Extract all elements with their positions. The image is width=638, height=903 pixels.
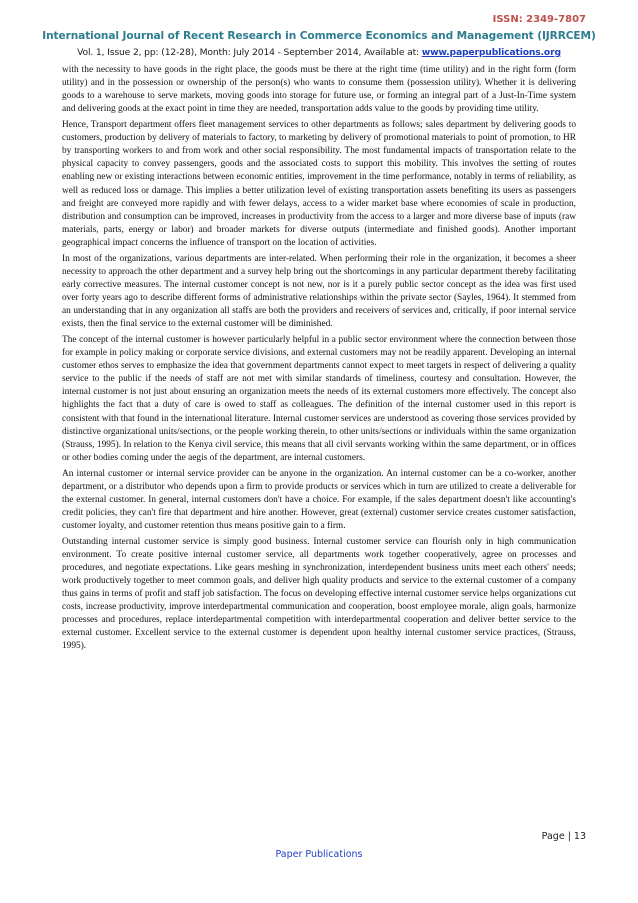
paragraph: The concept of the internal customer is however particularly helpful in a public sector environment where the connection between those for example in policy making or corporate service divisions, and external customers may not be readily apparent. Developing an internal customer ethos serves to emphasize the idea that government departments cannot expect to meet targets in respect of delivering a quality service to the public if the needs of staff are not met with similar standards of timeliness, courtesy and consultation. However, the internal customer is not just about ensuring an organization meets the needs of its external customers more effectively. The concept also highlights the fact that a duty of care is owed to staff as colleagues. The definition of the internal customer used in this report is consistent with that found in the international literature. Internal customer services are understood as covering those services provided by distinctive organizational units/sections, or the people working therein, to other units/sections or individuals within the same organization (Strauss, 1995). In relation to the Kenya civil service, this means that all civil servants working within the same department, or in offices or other bodies coming under the aegis of the department, are internal customers.: [62, 335, 576, 463]
volume-text: Vol. 1, Issue 2, pp: (12-28), Month: July 2014 - September 2014, Available at:: [77, 47, 422, 58]
paragraph: An internal customer or internal service provider can be anyone in the organization. An internal customer can be a co-worker, another department, or a distributor who depends upon a firm to provide products or services which in turn are utilized to create a deliverable for the external customer. In general, internal customers don't have a choice. For example, if the sales department doesn't like accounting's credit policies, they can't fire that department and hire another. However, great (external) customer service creates customer satisfaction, customer loyalty, and customer retention thus means positive gain to a firm.: [62, 468, 576, 531]
article-body: [62, 64, 576, 657]
paragraph: Hence, Transport department offers fleet management services to other departments as follows; sales department by delivering goods to customers, production by delivery of materials to factory, to marketing by delivery of promotional materials to point of promotion, to HR by transporting workers to and from work and other social responsibility. The most fundamental impacts of transportation relate to the physical capacity to convey passengers, goods and the associated costs to support this mobility. This involves the setting of routes enabling new or existing interactions between economic entities, improvement in the time performance, notably in terms of reliability, as well as reduced loss or damage. This implies a better utilization level of existing transportation assets benefiting its users as passengers and freight are conveyed more rapidly and with fewer delays, access to a wider market base where economies of scale in production, distribution and consumption can be improved, increases in productivity from the access to a larger and more diverse base of inputs (raw materials, parts, energy or labor) and broader markets for diverse outputs (intermediate and finished goods). Another important geographical impact concerns the influence of transport on the location of activities.: [62, 120, 576, 248]
website-link[interactable]: www.paperpublications.org: [421, 47, 561, 58]
volume-line: [0, 47, 638, 58]
page-number: Page | 13: [541, 831, 586, 842]
issn-label: ISSN: 2349-7807: [492, 14, 586, 25]
paragraph: In most of the organizations, various departments are inter-related. When performing their role in the organization, it becomes a sheer necessity to approach the other department and a survey help bring out the shortcomings in any particular department thereby facilitating early corrective measures. The internal customer concept is not new, nor is it a purely public sector concept as the idea was first used over forty years ago to describe different forms of administrative relationships within the private sector (Sayles, 1964). It stemmed from an understanding that in any organization all staffs are both the providers and receivers of services and, critically, if poor internal service exists, then the final service to the external customer will be diminished.: [62, 253, 576, 330]
publisher-footer[interactable]: Paper Publications: [275, 849, 363, 860]
paragraph: with the necessity to have goods in the right place, the goods must be there at the right time (time utility) and in the right form (form utility) and in the possession or ownership of the person(s) who wants to consume them (possession utility). Whether it is delivering goods to a warehouse to serve markets, moving goods into storage for future use, or forming an integral part of a Just-In-Time system and delivering goods at the exact point in time they are needed, transportation adds value to the goods by providing time utility.: [62, 65, 576, 115]
journal-title: International Journal of Recent Research in Commerce Economics and Management (IJRRCEM): [42, 30, 596, 42]
paragraph: Outstanding internal customer service is simply good business. Internal customer service can flourish only in high communication environment. To create positive internal customer service, all departments work together cooperatively, agree on processes and procedures, and negotiate expectations. Like gears meshing in synchronization, interdependent business units meet each others' needs; work productively together to meet common goals, and deliver high quality products and service to the external customer of a company thus gains in terms of profit and staff job satisfaction. The focus on developing effective internal customer service helps organizations cut costs, increase productivity, improve interdepartmental communication and cooperation, boost employee morale, align goals, harmonize processes and procedures, replace interdepartmental competition with interdepartmental cooperation and deliver better service to the external customer. Excellent service to the external customer is dependent upon healthy internal customer service practices, (Strauss, 1995).: [62, 537, 576, 652]
